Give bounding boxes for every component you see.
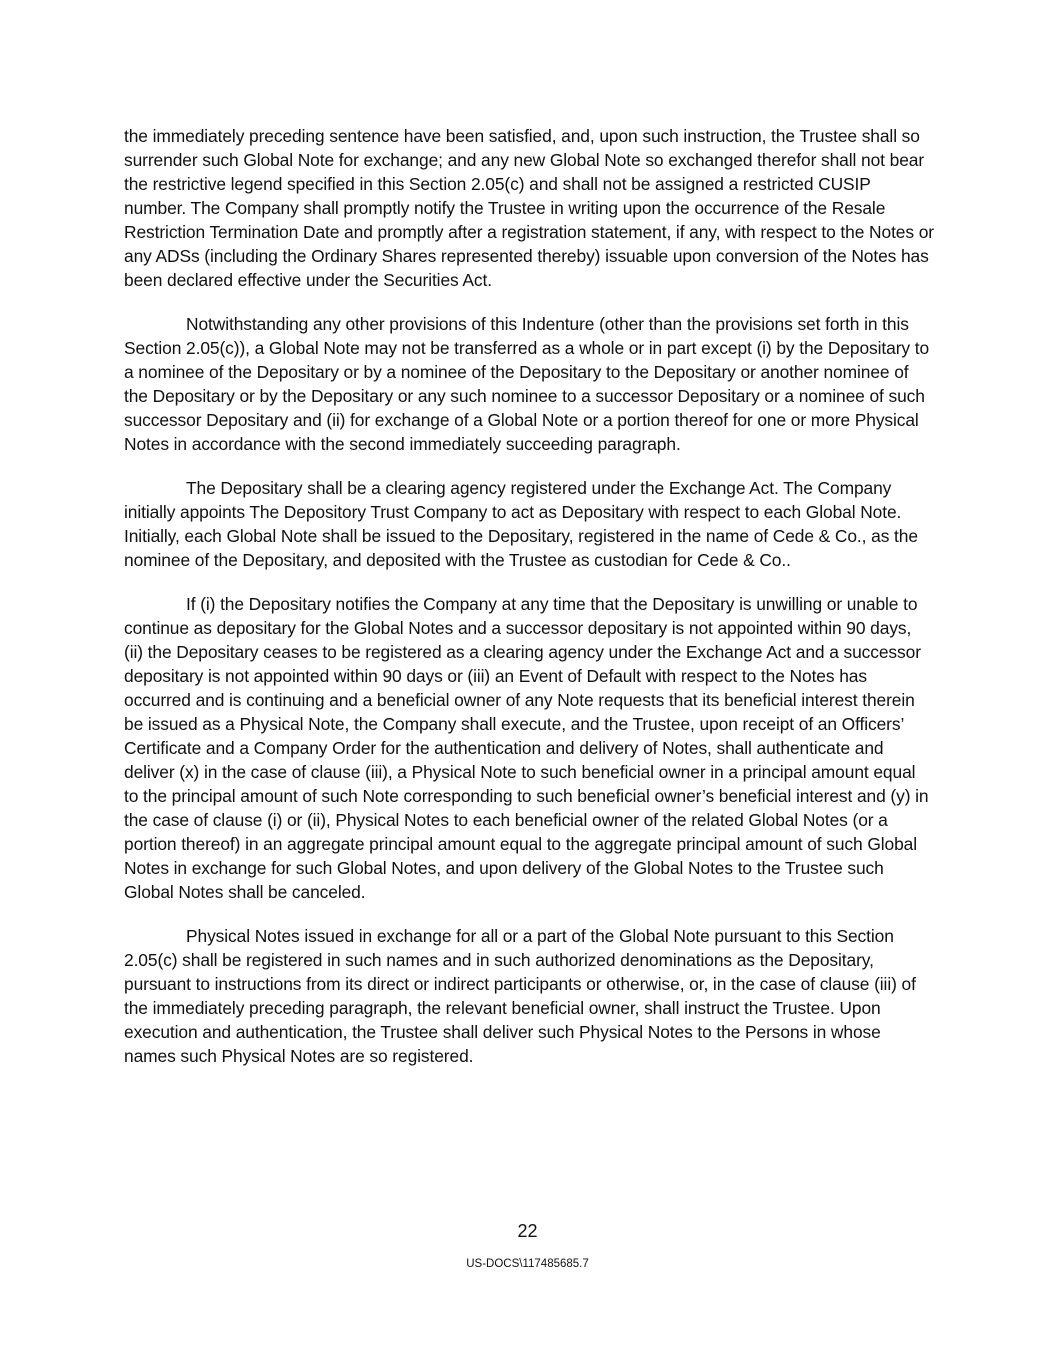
document-body	[124, 124, 934, 1088]
document-id: US-DOCS\117485685.7	[466, 1258, 589, 1270]
paragraph-continuation: the immediately preceding sentence have been satisfied, and, upon such instruction, the Trustee shall so surrender such Global Note for exchange; and any new Global Note so exchanged therefor shall not bear the restrictive legend specified in this Section 2.05(c) and shall not be assigned a restricted CUSIP number. The Company shall promptly notify the Trustee in writing upon the occurrence of the Resale Restriction Termination Date and promptly after a registration statement, if any, with respect to the Notes or any ADSs (including the Ordinary Shares represented thereby) issuable upon conversion of the Notes has been declared effective under the Securities Act.	[124, 126, 934, 290]
paragraph-physical-note-exchange: If (i) the Depositary notifies the Company at any time that the Depositary is unwilling or unable to continue as depositary for the Global Notes and a successor depositary is not appointed within 90 days, (ii) the Depositary ceases to be registered as a clearing agency under the Exchange Act and a successor depositary is not appointed within 90 days or (iii) an Event of Default with respect to the Notes has occurred and is continuing and a beneficial owner of any Note requests that its beneficial interest therein be issued as a Physical Note, the Company shall execute, and the Trustee, upon receipt of an Officers’ Certificate and a Company Order for the authentication and delivery of Notes, shall authenticate and deliver (x) in the case of clause (iii), a Physical Note to such beneficial owner in a principal amount equal to the principal amount of such Note corresponding to such beneficial owner’s beneficial interest and (y) in the case of clause (i) or (ii), Physical Notes to each beneficial owner of the related Global Notes (or a portion thereof) in an aggregate principal amount equal to the aggregate principal amount of such Global Notes in exchange for such Global Notes, and upon delivery of the Global Notes to the Trustee such Global Notes shall be canceled.	[124, 594, 929, 902]
page-number: 22	[517, 1221, 538, 1241]
paragraph-depositary: The Depositary shall be a clearing agency registered under the Exchange Act. The Company initially appoints The Depository Trust Company to act as Depositary with respect to each Global Note. Initially, each Global Note shall be issued to the Depositary, registered in the name of Cede & Co., as the nominee of the Depositary, and deposited with the Trustee as custodian for Cede & Co..	[124, 478, 918, 570]
paragraph-physical-note-registration: Physical Notes issued in exchange for all or a part of the Global Note pursuant to this Section 2.05(c) shall be registered in such names and in such authorized denominations as the Depositary, pursuant to instructions from its direct or indirect participants or otherwise, or, in the case of clause (iii) of the immediately preceding paragraph, the relevant beneficial owner, shall instruct the Trustee. Upon execution and authentication, the Trustee shall deliver such Physical Notes to the Persons in whose names such Physical Notes are so registered.	[124, 926, 916, 1066]
paragraph-transfer-restrictions: Notwithstanding any other provisions of this Indenture (other than the provisions set forth in this Section 2.05(c)), a Global Note may not be transferred as a whole or in part except (i) by the Depositary to a nominee of the Depositary or by a nominee of the Depositary to the Depositary or another nominee of the Depositary or by the Depositary or any such nominee to a successor Depositary or a nominee of such successor Depositary and (ii) for exchange of a Global Note or a portion thereof for one or more Physical Notes in accordance with the second immediately succeeding paragraph.	[124, 314, 930, 454]
